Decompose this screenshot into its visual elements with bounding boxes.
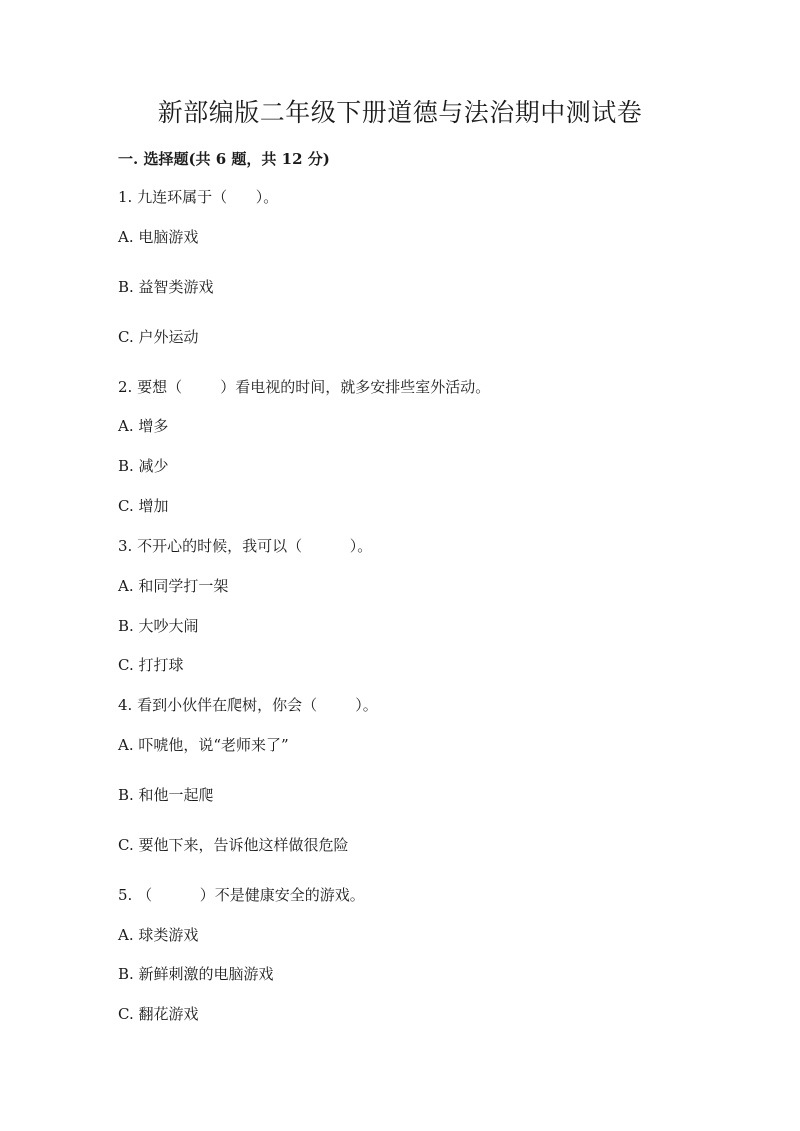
question-2-option-b: B. 减少: [118, 457, 169, 475]
question-1-option-c: C. 户外运动: [118, 328, 199, 346]
section-heading: 一. 选择题(共 6 题，共 12 分): [118, 150, 330, 168]
question-2-option-a: A. 增多: [118, 417, 169, 435]
page-title: 新部编版二年级下册道德与法治期中测试卷: [157, 98, 643, 127]
question-4-option-b: B. 和他一起爬: [118, 786, 214, 804]
question-5-option-a: A. 球类游戏: [118, 926, 199, 944]
question-4-option-a: A. 吓唬他，说“老师来了”: [118, 736, 289, 754]
question-5-option-b: B. 新鲜刺激的电脑游戏: [118, 965, 274, 983]
question-4-stem: 4. 看到小伙伴在爬树，你会（ ）。: [118, 696, 378, 714]
question-2-stem: 2. 要想（ ）看电视的时间，就多安排些室外活动。: [118, 378, 491, 396]
question-1-stem: 1. 九连环属于（ ）。: [118, 188, 279, 206]
question-3-option-b: B. 大吵大闹: [118, 617, 199, 635]
question-4-option-c: C. 要他下来，告诉他这样做很危险: [118, 836, 349, 854]
question-3-option-a: A. 和同学打一架: [118, 577, 229, 595]
question-5-option-c: C. 翻花游戏: [118, 1005, 199, 1023]
question-1-option-b: B. 益智类游戏: [118, 278, 214, 296]
question-3-stem: 3. 不开心的时候，我可以（ ）。: [118, 537, 373, 555]
question-5-stem: 5. （ ）不是健康安全的游戏。: [118, 886, 365, 904]
question-3-option-c: C. 打打球: [118, 656, 184, 674]
question-2-option-c: C. 增加: [118, 497, 169, 515]
question-1-option-a: A. 电脑游戏: [118, 228, 199, 246]
